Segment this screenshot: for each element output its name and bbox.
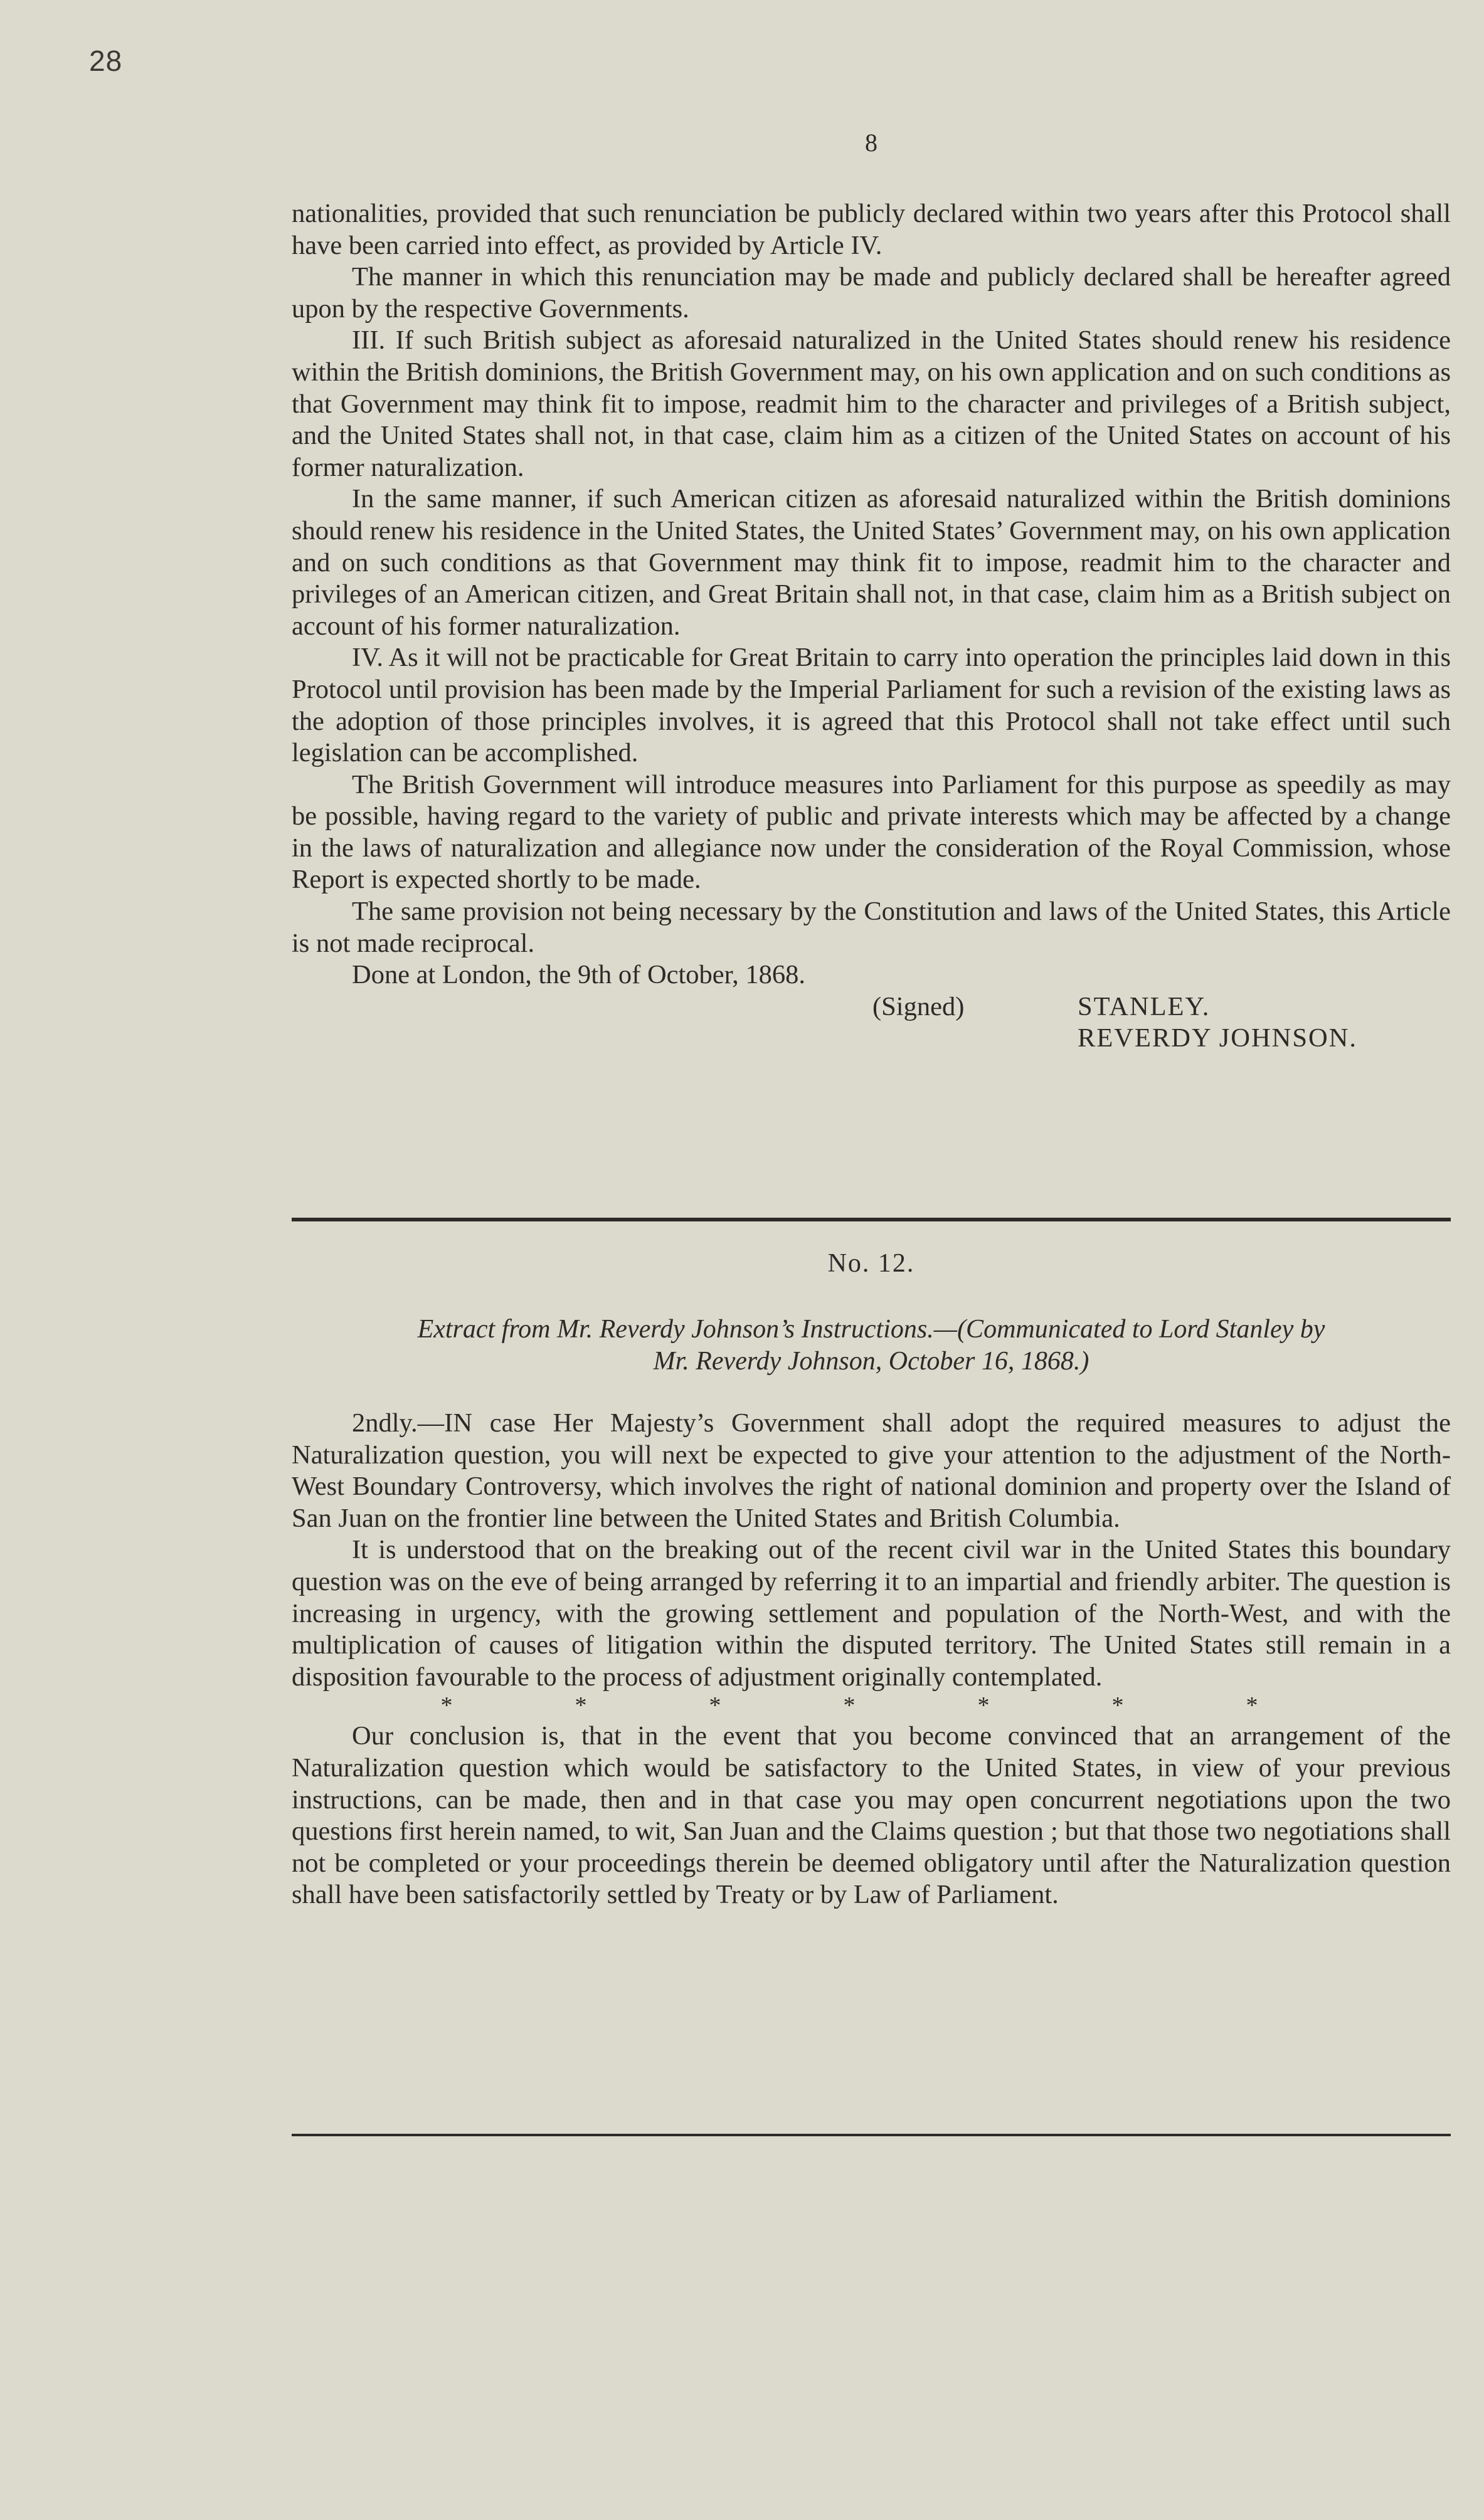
document-caption: [292, 1314, 1451, 1378]
conclusion-paragraph: Our conclusion is, that in the event that you become convinced that an arrangement of the Naturalization question which would be satisfactory to the United States, in view of your previous instructions, can be made, then and in that case you may open concurrent negotiations upon the two questions first herein named, to wit, San Juan and the Claims question ; but that those two negotiations shall not be completed or your proceedings therein be deemed obligatory until after the Naturalization question shall have been satisfactorily settled by Treaty or by Law of Parliament.: [292, 1721, 1451, 1910]
protocol-paragraph: III. If such British subject as aforesaid naturalized in the United States should renew his residence within the British dominions, the British Government may, on his own application and on such conditions as that Government may think fit to impose, readmit him to the character and privileges of a British subject, and the United States shall not, in that case, claim him as a citizen of the United States on account of his former naturalization.: [292, 325, 1451, 482]
instruction-paragraph: It is understood that on the breaking out of the recent civil war in the United States this boundary question was on the eve of being arranged by referring it to an impartial and friendly arbiter. The question is increasing in urgency, with the growing settlement and population of the North-West, and with the multiplication of causes of litigation within the disputed territory. The United States still remain in a disposition favourable to the process of adjustment originally contemplated.: [292, 1535, 1451, 1692]
archive-page-number: 28: [89, 45, 123, 77]
page-number: 8: [865, 129, 877, 157]
star: *: [440, 1692, 453, 1719]
signed-label: (Signed): [872, 991, 965, 1021]
protocol-paragraph: IV. As it will not be practicable for Great Britain to carry into operation the principles laid down in this Protocol until provision has been made by the Imperial Parliament for such a revision of the existing laws as the adoption of those principles involves, it is agreed that this Protocol shall not take effect until such legislation can be accomplished.: [292, 643, 1451, 768]
omission-stars: [292, 1693, 1451, 1721]
section-divider: [292, 1218, 1451, 1221]
star: *: [575, 1692, 587, 1719]
protocol-paragraph: nationalities, provided that such renunciation be publicly declared within two years after this Protocol shall have been carried into effect, as provided by Article IV.: [292, 199, 1451, 260]
caption-line: Mr. Reverdy Johnson, October 16, 1868.): [653, 1347, 1089, 1376]
star: *: [1111, 1692, 1124, 1719]
protocol-paragraph: Done at London, the 9th of October, 1868.: [352, 960, 805, 990]
signature-block: [292, 991, 1451, 1055]
end-divider: [292, 2134, 1451, 2136]
star: *: [977, 1692, 990, 1719]
signatory-stanley: STANLEY.: [1078, 991, 1211, 1021]
star: *: [843, 1692, 856, 1719]
document-12: [292, 1248, 1451, 1911]
page-body: [292, 125, 1451, 1055]
protocol-paragraph: The same provision not being necessary by the Constitution and laws of the United States, this Article is not made reciprocal.: [292, 897, 1451, 958]
star: *: [1246, 1692, 1258, 1719]
protocol-paragraph: In the same manner, if such American citizen as aforesaid naturalized within the British dominions should renew his residence in the United States, the United States’ Government may, on his own application and on such conditions as that Government may think fit to impose, readmit him to the character and privileges of an American citizen, and Great Britain shall not, in that case, claim him as a British subject on account of his former naturalization.: [292, 484, 1451, 641]
instruction-paragraph: 2ndly.—IN case Her Majesty’s Government shall adopt the required measures to adjust the Naturalization question, you will next be expected to give your attention to the adjustment of the North-West Boundary Controversy, which involves the right of national dominion and property over the Island of San Juan on the frontier line between the United States and British Columbia.: [292, 1408, 1451, 1533]
star: *: [709, 1692, 721, 1719]
protocol-paragraph: The British Government will introduce measures into Parliament for this purpose as speedily as may be possible, having regard to the variety of public and private interests which may be affected by a change in the laws of naturalization and allegiance now under the consideration of the Royal Commission, whose Report is expected shortly to be made.: [292, 769, 1451, 895]
protocol-paragraph: The manner in which this renunciation may be made and publicly declared shall be hereafter agreed upon by the respective Governments.: [292, 262, 1451, 324]
signatory-johnson: REVERDY JOHNSON.: [1078, 1023, 1358, 1053]
document-number: No. 12.: [827, 1249, 915, 1278]
protocol-section: [292, 198, 1451, 1055]
caption-line: Extract from Mr. Reverdy Johnson’s Instructions.—(Communicated to Lord Stanley by: [417, 1315, 1325, 1344]
